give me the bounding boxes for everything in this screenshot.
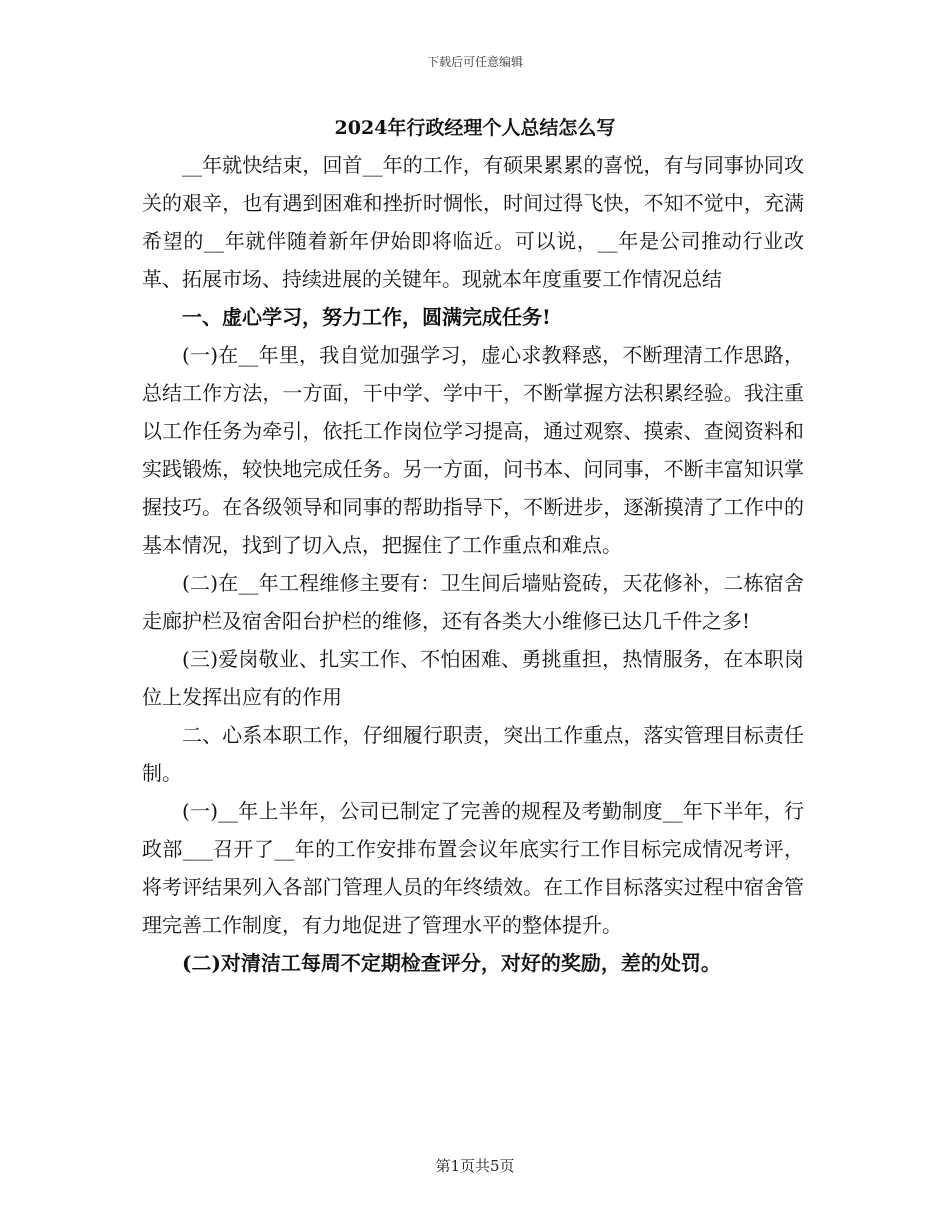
document-body [142, 146, 804, 982]
paragraph-1-1: (一)在__年里，我自觉加强学习，虚心求教释惑，不断理清工作思路，总结工作方法，一方面，干中学、学中干，不断掌握方法积累经验。我注重以工作任务为牵引，依托工作岗位学习提高，通过观察、摸索、查阅资料和实践锻炼，较快地完成任务。另一方面，问书本、问同事，不断丰富知识掌握技巧。在各级领导和同事的帮助指导下，不断进步，逐渐摸清了工作中的基本情况，找到了切入点，把握住了工作重点和难点。 [142, 343, 804, 557]
section-heading-1: 一、虚心学习，努力工作，圆满完成任务! [182, 305, 551, 329]
page-number-footer: 第1页共5页 [435, 1157, 515, 1175]
paragraph-1-2: (二)在__年工程维修主要有：卫生间后墙贴瓷砖，天花修补，二栋宿舍走廊护栏及宿舍阳台护栏的维修，还有各类大小维修已达几千件之多! [142, 571, 804, 633]
section-heading-2: 二、心系本职工作，仔细履行职责，突出工作重点，落实管理目标责任制。 [142, 723, 804, 785]
header-note: 下载后可任意编辑 [426, 55, 523, 69]
paragraph-1-3: (三)爱岗敬业、扎实工作、不怕困难、勇挑重担，热情服务，在本职岗位上发挥出应有的作用 [142, 647, 804, 709]
document-title: 2024年行政经理个人总结怎么写 [334, 117, 616, 139]
paragraph-2-1: (一)__年上半年，公司已制定了完善的规程及考勤制度__年下半年，行政部___召开了__年的工作安排布置会议年底实行工作目标完成情况考评，将考评结果列入各部门管理人员的年终绩效。在工作目标落实过程中宿舍管理完善工作制度，有力地促进了管理水平的整体提升。 [142, 799, 804, 937]
paragraph-2-2: (二)对清洁工每周不定期检查评分，对好的奖励，差的处罚。 [182, 951, 721, 975]
paragraph-intro: __年就快结束，回首__年的工作，有硕果累累的喜悦，有与同事协同攻关的艰辛，也有遇到困难和挫折时惆怅，时间过得飞快，不知不觉中，充满希望的__年就伴随着新年伊始即将临近。可以说，__年是公司推动行业改革、拓展市场、持续进展的关键年。现就本年度重要工作情况总结 [142, 153, 804, 291]
